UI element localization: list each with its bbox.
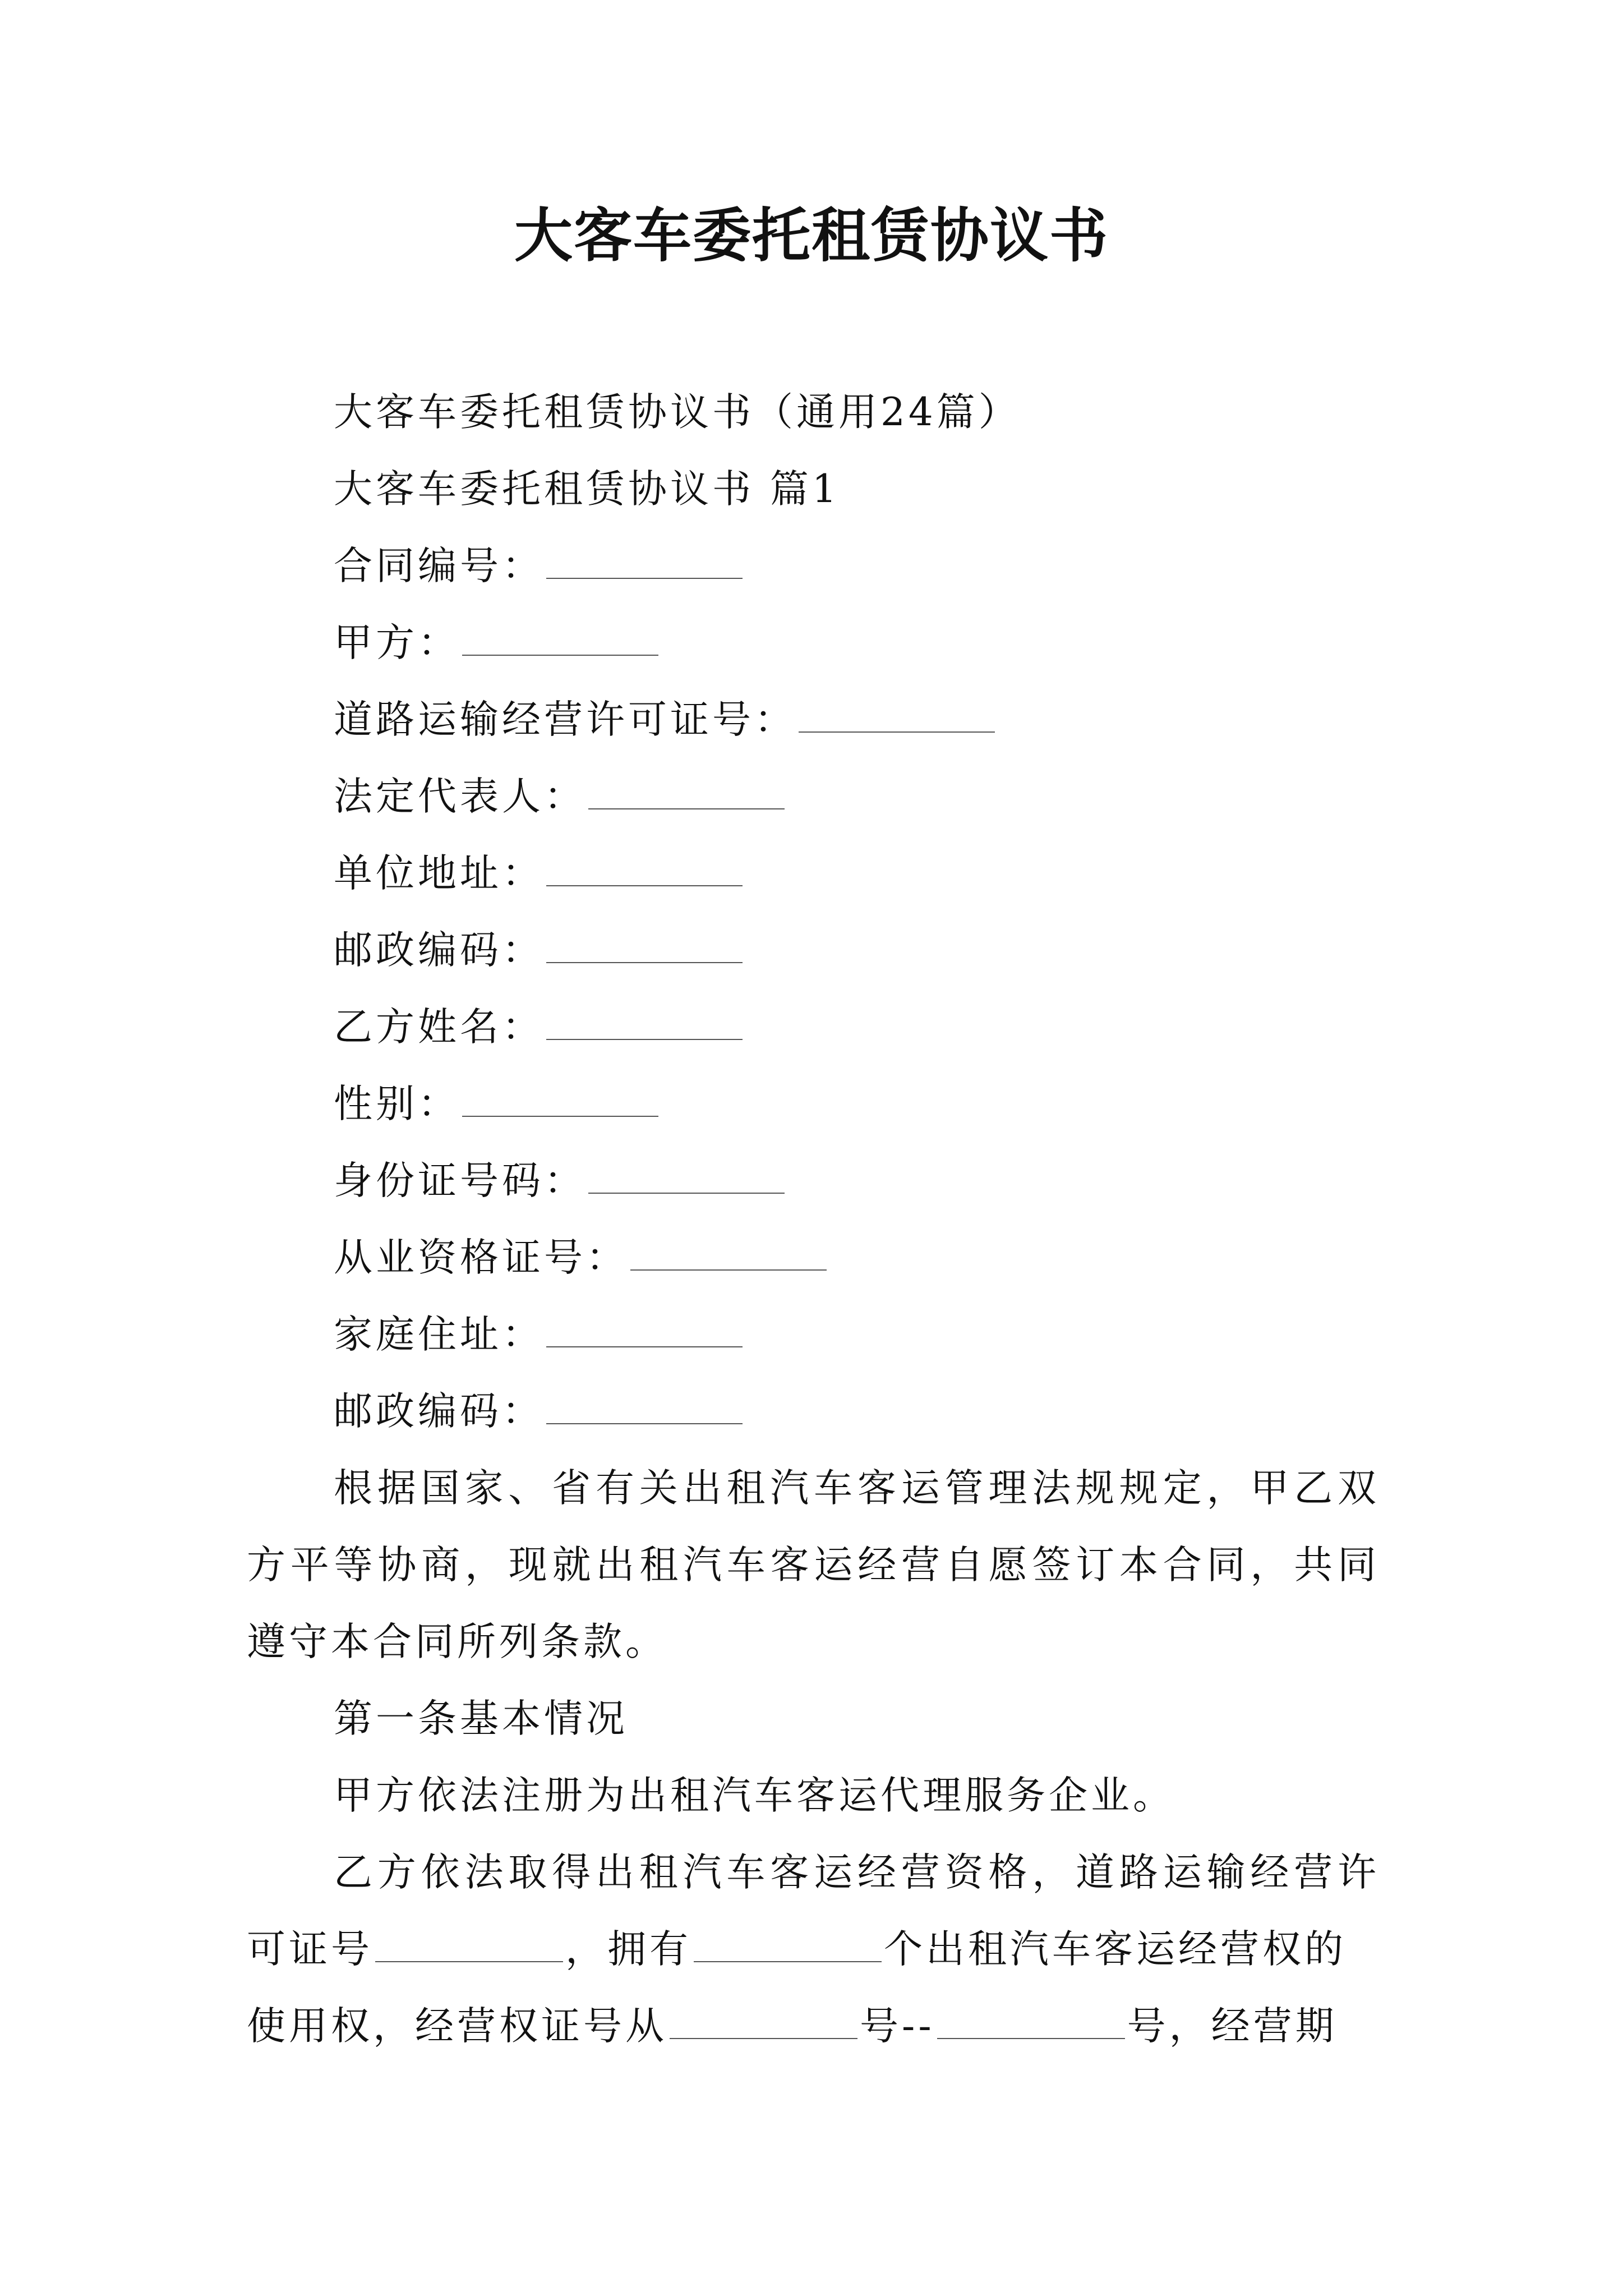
- text-segment: 可证号: [247, 1927, 373, 1972]
- fill-blank: [546, 927, 743, 963]
- field-label: 家庭住址：: [334, 1312, 544, 1357]
- field-label: 法定代表人：: [334, 774, 586, 819]
- field-transport-license: [247, 682, 1380, 758]
- fill-blank: [670, 2003, 857, 2039]
- field-legal-representative: [247, 758, 1380, 835]
- fill-blank: [937, 2003, 1125, 2039]
- field-home-address: [247, 1296, 1380, 1373]
- field-postal-code-a: [247, 912, 1380, 989]
- text-segment: 号--: [860, 2004, 935, 2049]
- field-label: 合同编号：: [334, 544, 544, 588]
- field-label: 乙方姓名：: [334, 1005, 544, 1050]
- fill-blank: [546, 543, 743, 579]
- fill-blank: [462, 1081, 658, 1117]
- field-label: 甲方：: [334, 620, 460, 665]
- text-segment: 个出租汽车客运经营权的: [884, 1927, 1347, 1972]
- article-1-heading: 第一条基本情况: [334, 1696, 628, 1741]
- field-label: 单位地址：: [334, 851, 544, 896]
- chapter-heading: 大客车委托租赁协议书 篇1: [334, 467, 840, 512]
- fill-blank: [546, 1312, 743, 1347]
- field-gender: [247, 1066, 1380, 1143]
- field-company-address: [247, 835, 1380, 912]
- field-party-a: [247, 605, 1380, 682]
- fill-blank: [694, 1926, 882, 1962]
- field-label: 邮政编码：: [334, 928, 544, 973]
- fill-blank: [588, 774, 785, 809]
- text-segment: ，拥有: [565, 1927, 691, 1972]
- article-1-paragraph-2-line-2: [247, 1911, 1380, 1988]
- preamble-line-1: 根据国家、省有关出租汽车客运管理法规规定，甲乙双: [334, 1466, 1380, 1511]
- document-title: 大客车委托租赁协议书: [514, 201, 1109, 270]
- preamble-line-3: 遵守本合同所列条款。: [247, 1619, 667, 1664]
- field-label: 邮政编码：: [334, 1389, 544, 1434]
- article-1-paragraph-2-line-1: 乙方依法取得出租汽车客运经营资格，道路运输经营许: [334, 1850, 1380, 1895]
- fill-blank: [462, 620, 658, 656]
- field-label: 从业资格证号：: [334, 1235, 628, 1280]
- article-1-paragraph-2-line-3: [247, 1988, 1380, 2065]
- fill-blank: [799, 697, 995, 733]
- fill-blank: [546, 1388, 743, 1424]
- document-subtitle: 大客车委托租赁协议书（通用24篇）: [334, 390, 1021, 435]
- preamble-line-2: 方平等协商，现就出租汽车客运经营自愿签订本合同，共同: [247, 1543, 1380, 1588]
- fill-blank: [375, 1926, 563, 1962]
- field-postal-code-b: [247, 1373, 1380, 1450]
- field-party-b-name: [247, 989, 1380, 1066]
- field-label: 性别：: [334, 1082, 460, 1126]
- field-label: 身份证号码：: [334, 1158, 586, 1203]
- fill-blank: [546, 850, 743, 886]
- field-qualification-number: [247, 1220, 1380, 1296]
- fill-blank: [588, 1158, 785, 1194]
- text-segment: 号，经营期: [1127, 2004, 1338, 2049]
- article-1-paragraph-1: 甲方依法注册为出租汽车客运代理服务企业。: [334, 1773, 1175, 1818]
- field-contract-number: [247, 528, 1380, 605]
- fill-blank: [546, 1004, 743, 1040]
- fill-blank: [630, 1235, 827, 1271]
- field-label: 道路运输经营许可证号：: [334, 697, 796, 742]
- text-segment: 使用权，经营权证号从: [247, 2004, 667, 2049]
- field-id-number: [247, 1143, 1380, 1220]
